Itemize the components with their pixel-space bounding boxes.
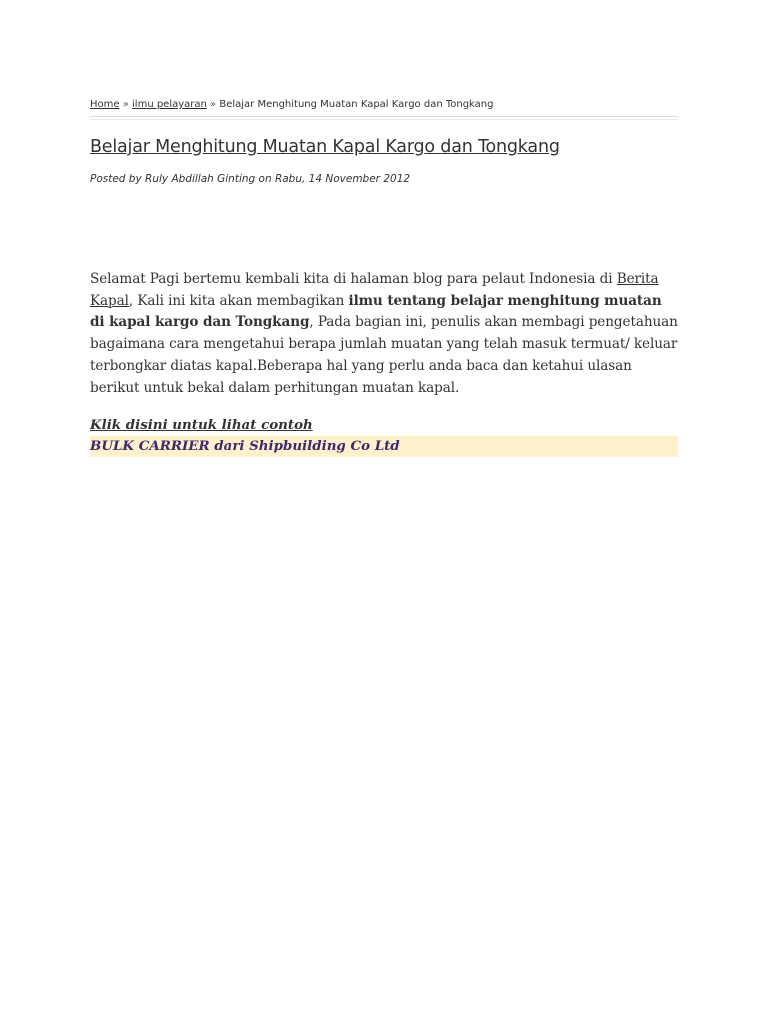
paragraph-bold-text: ilmu tentang belajar menghitung muatan di kapal kargo dan Tongkang: [90, 292, 662, 331]
divider: [90, 119, 678, 120]
post-paragraph: [90, 269, 678, 399]
example-link[interactable]: Klik disini untuk lihat contoh: [90, 417, 313, 434]
breadcrumb-separator: »: [122, 99, 133, 110]
paragraph-text: Selamat Pagi bertemu kembali kita di halaman blog para pelaut Indonesia di: [90, 271, 617, 287]
breadcrumb-current: Belajar Menghitung Muatan Kapal Kargo dan Tongkang: [219, 99, 494, 110]
breadcrumb-home-link[interactable]: Home: [90, 99, 120, 110]
paragraph-text: , Kali ini kita akan membagikan: [128, 292, 349, 309]
highlight-text: BULK CARRIER dari Shipbuilding Co Ltd: [90, 436, 678, 457]
post-title[interactable]: Belajar Menghitung Muatan Kapal Kargo dan Tongkang: [90, 137, 560, 157]
berita-kapal-link[interactable]: Berita Kapal: [90, 271, 659, 309]
paragraph-text: , Pada bagian ini, penulis akan membagi pengetahuan bagaimana cara mengetahui berapa jumlah muatan yang telah masuk termuat/ keluar terbongkar diatas kapal.Beberapa hal yang perlu anda baca dan ketahui ulasan berikut untuk bekal dalam perhitungan muatan kapal.: [90, 314, 678, 396]
post-container: [90, 99, 678, 457]
breadcrumb: [90, 99, 678, 117]
breadcrumb-separator: »: [210, 99, 220, 110]
breadcrumb-category-link[interactable]: ilmu pelayaran: [132, 99, 207, 110]
post-meta: Posted by Ruly Abdillah Ginting on Rabu, 14 November 2012: [90, 173, 411, 185]
